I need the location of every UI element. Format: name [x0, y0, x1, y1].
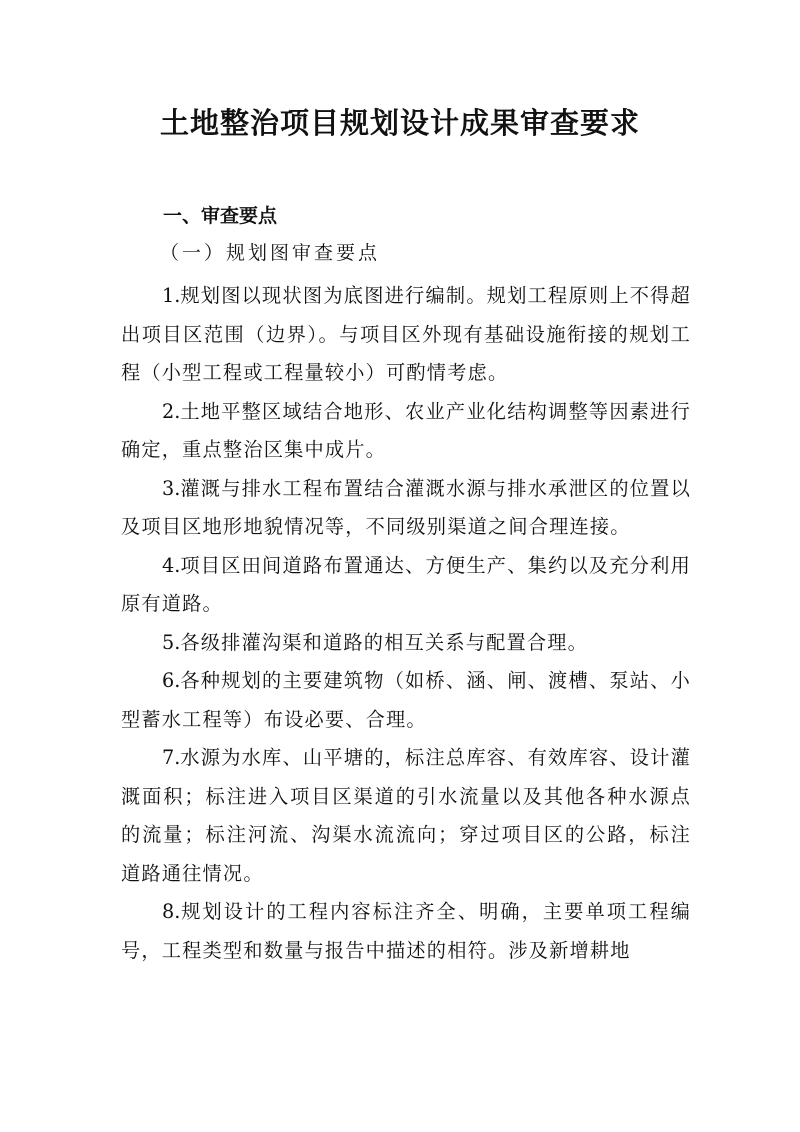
item-number: 6. [162, 669, 181, 692]
list-item [121, 624, 691, 663]
list-item [121, 547, 691, 624]
item-number: 3. [162, 476, 181, 500]
item-text: 各级排灌沟渠和道路的相互关系与配置合理。 [180, 630, 589, 654]
section-heading: 一、审查要点 [163, 205, 278, 227]
list-item [121, 277, 691, 393]
item-text: 灌溉与排水工程布置结合灌溉水源与排水承泄区的位置以及项目区地形地貌情况等，不同级别渠道之间合理连接。 [121, 476, 691, 538]
subsection-heading: （一）规划图审查要点 [160, 242, 381, 264]
item-text: 各种规划的主要建筑物（如桥、涵、闸、渡槽、泵站、小型蓄水工程等）布设必要、合理。 [121, 669, 691, 731]
list-item [121, 893, 691, 970]
item-text: 水源为水库、山平塘的，标注总库容、有效库容、设计灌溉面积；标注进入项目区渠道的引水流量以及其他各种水源点的流量；标注河流、沟渠水流流向；穿过项目区的公路，标注道路通往情况。 [121, 746, 691, 885]
body-text [121, 277, 691, 970]
item-text: 项目区田间道路布置通达、方便生产、集约以及充分利用原有道路。 [121, 553, 691, 615]
item-text: 土地平整区域结合地形、农业产业化结构调整等因素进行确定，重点整治区集中成片。 [121, 399, 691, 461]
list-item [121, 739, 691, 893]
item-number: 2. [162, 399, 181, 423]
list-item [121, 393, 691, 470]
list-item [121, 662, 691, 739]
document-title: 土地整治项目规划设计成果审查要求 [159, 106, 640, 140]
item-text: 规划图以现状图为底图进行编制。规划工程原则上不得超出项目区范围（边界）。与项目区外现有基础设施衔接的规划工程（小型工程或工程量较小）可酌情考虑。 [121, 284, 691, 384]
item-number: 8. [162, 900, 181, 923]
list-item [121, 470, 691, 547]
item-number: 1. [162, 284, 181, 307]
item-number: 4. [162, 553, 181, 577]
item-text: 规划设计的工程内容标注齐全、明确，主要单项工程编号，工程类型和数量与报告中描述的相符。涉及新增耕地 [121, 900, 691, 962]
item-number: 7. [162, 746, 181, 769]
item-number: 5. [162, 630, 181, 654]
